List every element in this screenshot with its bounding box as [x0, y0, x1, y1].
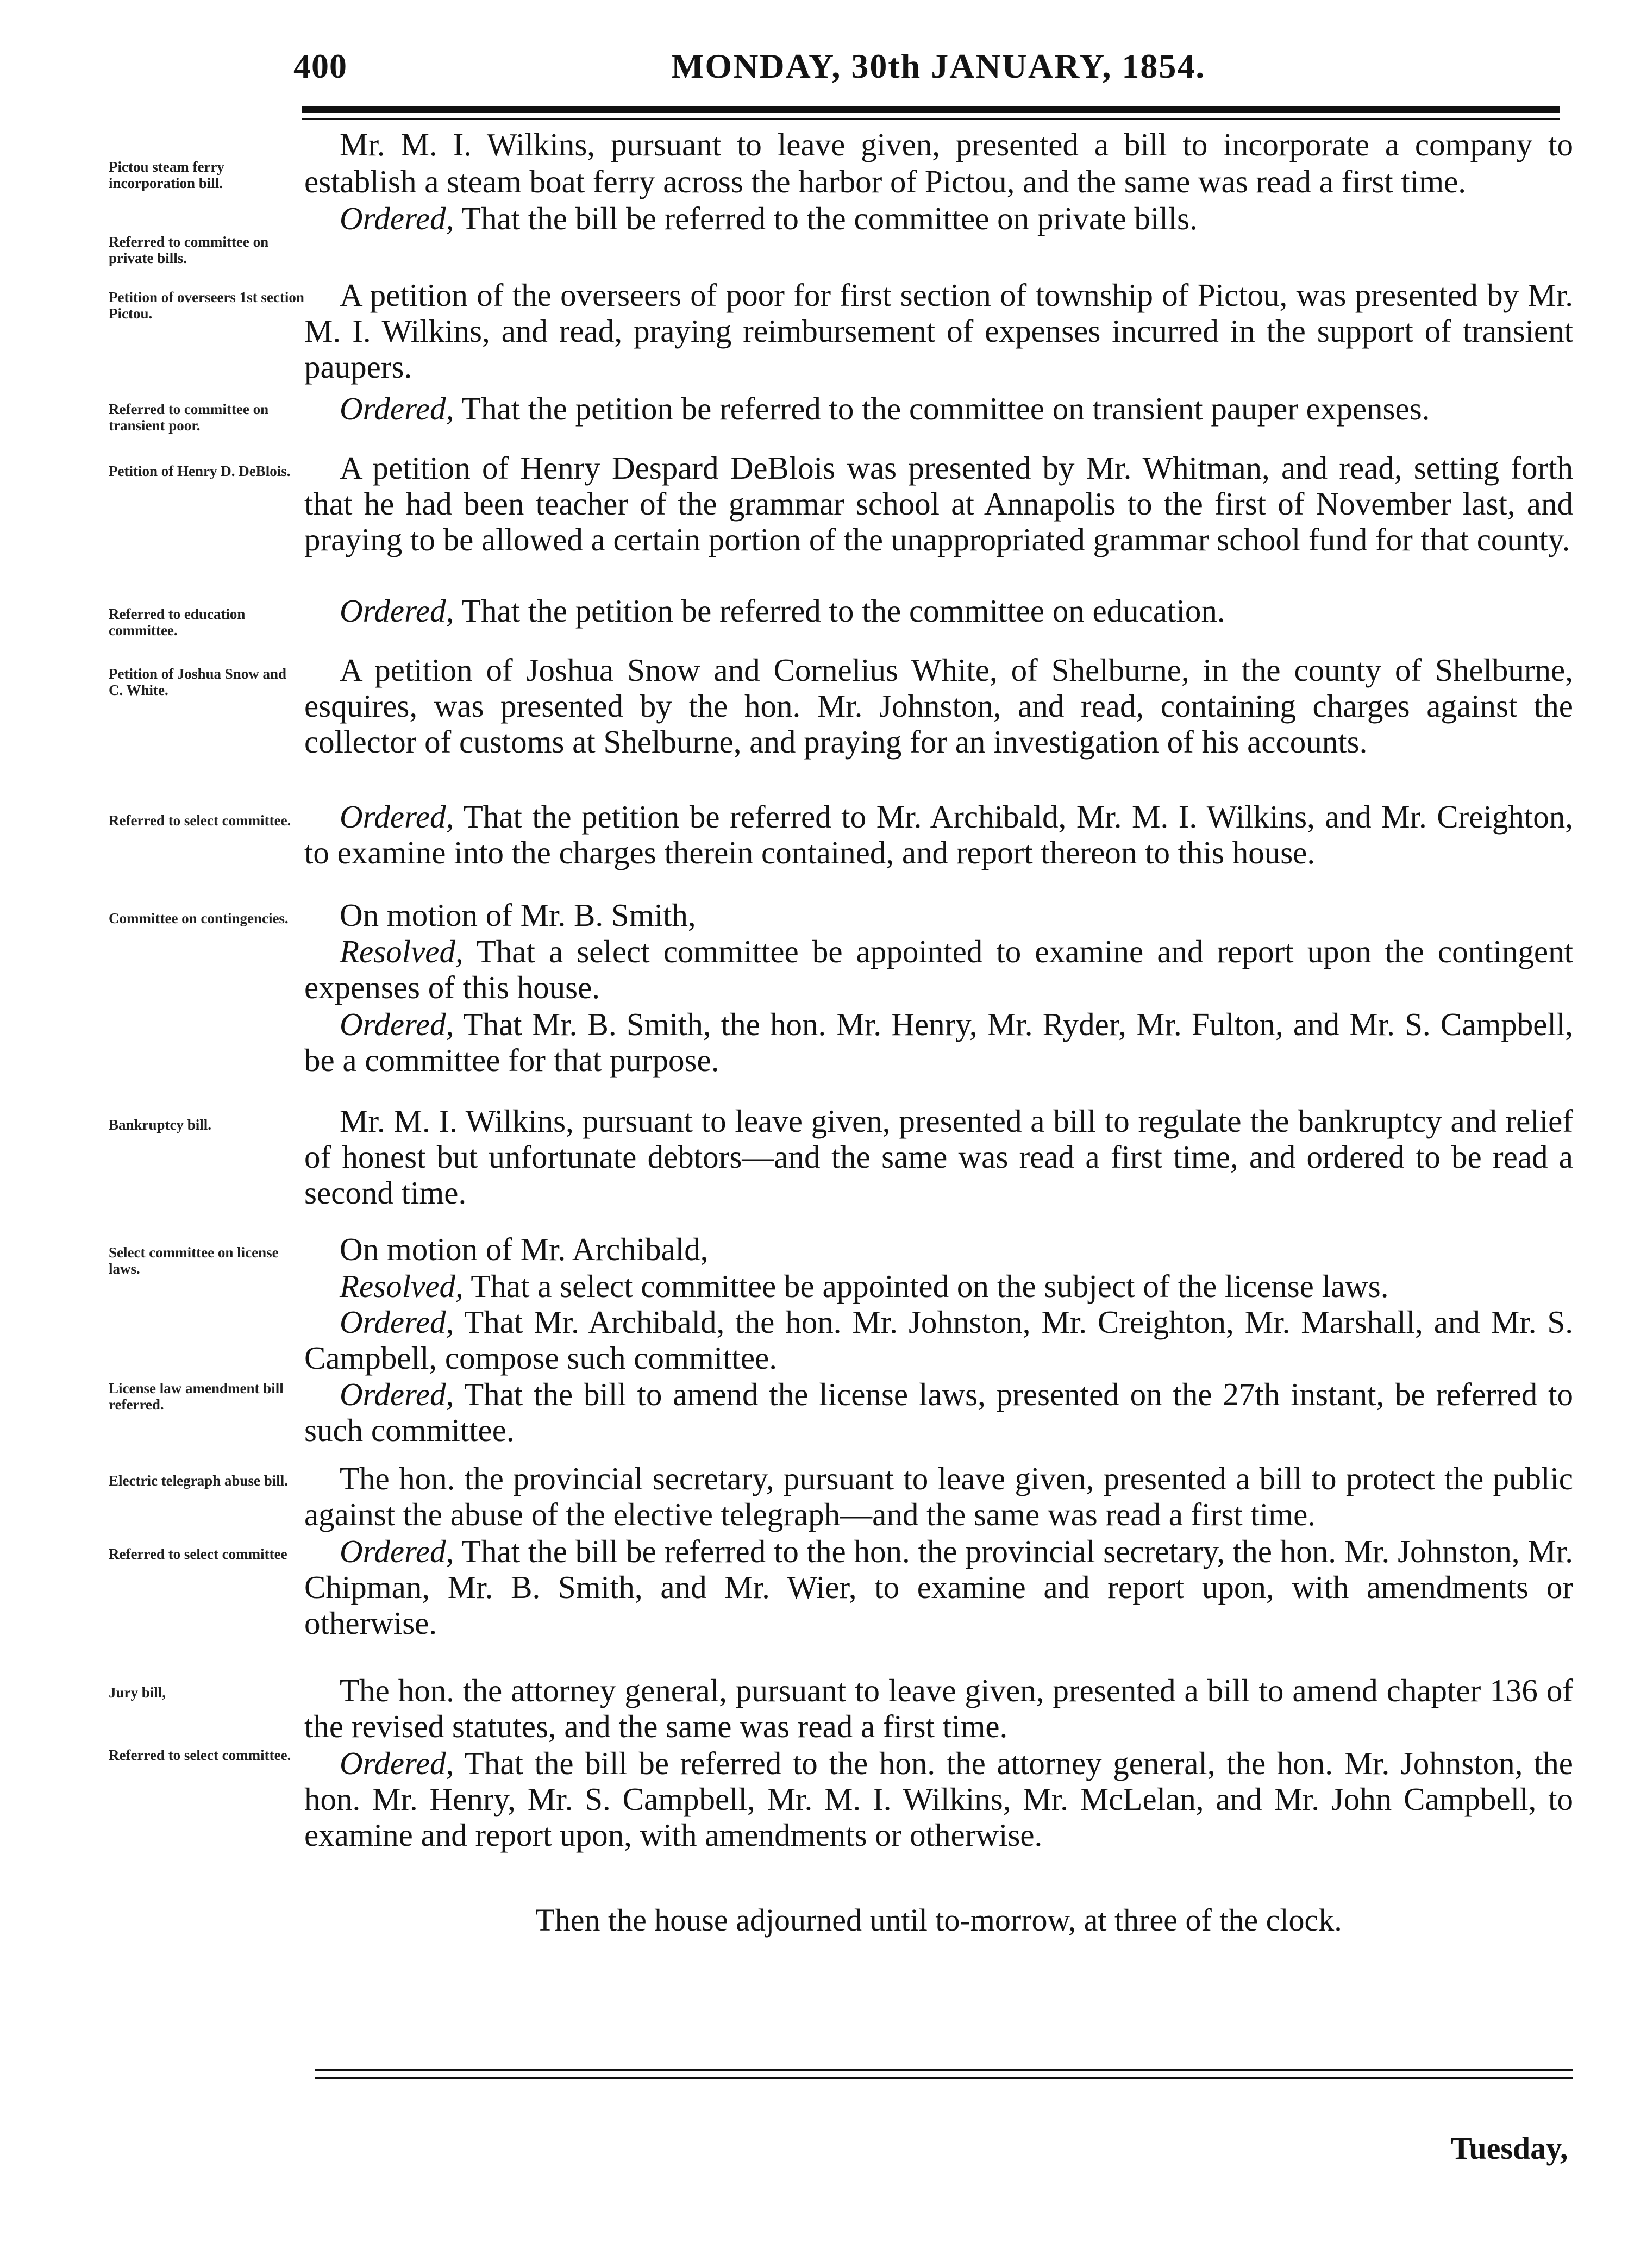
order-paragraph: Ordered, That the petition be referred to the committee on transient pauper expenses. [340, 391, 1430, 427]
paragraph: The hon. the provincial secretary, pursuant to leave given, presented a bill to protect the public against the abuse of the elective telegraph—and the same was read a first time. [304, 1461, 1573, 1532]
paragraph: On motion of Mr. Archibald, [340, 1231, 709, 1267]
page-number: 400 [293, 47, 347, 85]
order-paragraph: Ordered, That the bill to amend the license laws, presented on the 27th instant, be referred to such committee. [304, 1376, 1573, 1448]
margin-note: Petition of Joshua Snow and C. White. [109, 666, 287, 698]
header-rule-thin [302, 118, 1560, 120]
resolved-paragraph: Resolved, That a select committee be appointed on the subject of the license laws. [340, 1268, 1389, 1304]
margin-note: Referred to select committee. [109, 1747, 291, 1763]
margin-note: Referred to education committee. [109, 606, 246, 638]
margin-note: Referred to committee on private bills. [109, 234, 269, 266]
margin-note: Referred to select committee [109, 1546, 287, 1562]
end-rule [315, 2069, 1573, 2071]
margin-note: Petition of overseers 1st section Pictou. [109, 289, 304, 322]
running-title: MONDAY, 30th JANUARY, 1854. [671, 47, 1206, 85]
margin-note: Referred to committee on transient poor. [109, 401, 269, 434]
margin-note: Committee on contingencies. [109, 910, 289, 926]
header-rule [302, 106, 1560, 113]
order-paragraph: Ordered, That the bill be referred to the hon. the attorney general, the hon. Mr. Johnston, the hon. Mr. Henry, Mr. S. Campbell, Mr. M. I. Wilkins, Mr. McLelan, and Mr. John Campbell, to examine and report upon, with amendments or otherwise. [304, 1745, 1573, 1853]
margin-note: Bankruptcy bill. [109, 1117, 212, 1133]
paragraph: A petition of the overseers of poor for first section of township of Pictou, was presented by Mr. M. I. Wilkins, and read, praying reimbursement of expenses incurred in the support of transient paupers. [304, 277, 1573, 385]
margin-note: Jury bill, [109, 1684, 166, 1701]
order-paragraph: Ordered, That the petition be referred to the committee on education. [340, 593, 1225, 629]
catchword: Tuesday, [1451, 2131, 1568, 2166]
margin-note: Pictou steam ferry incorporation bill. [109, 159, 224, 191]
margin-note: License law amendment bill referred. [109, 1380, 284, 1413]
paragraph: The hon. the attorney general, pursuant to leave given, presented a bill to amend chapter 136 of the revised statutes, and the same was read a first time. [304, 1672, 1573, 1744]
order-paragraph: Ordered, That the bill be referred to the committee on private bills. [340, 201, 1198, 236]
paragraph: On motion of Mr. B. Smith, [340, 897, 696, 933]
order-paragraph: Ordered, That the petition be referred to Mr. Archibald, Mr. M. I. Wilkins, and Mr. Creighton, to examine into the charges therein contained, and report thereon to this house. [304, 799, 1573, 870]
end-rule [315, 2077, 1573, 2079]
margin-note: Referred to select committee. [109, 812, 291, 829]
resolved-paragraph: Resolved, That a select committee be appointed to examine and report upon the contingent expenses of this house. [304, 933, 1573, 1005]
paragraph: A petition of Henry Despard DeBlois was presented by Mr. Whitman, and read, setting forth that he had been teacher of the grammar school at Annapolis to the first of November last, and praying to be allowed a certain portion of the unappropriated grammar school fund for that county. [304, 450, 1573, 557]
paragraph: Mr. M. I. Wilkins, pursuant to leave given, presented a bill to incorporate a company to establish a steam boat ferry across the harbor of Pictou, and the same was read a first time. [304, 127, 1573, 199]
adjournment-line: Then the house adjourned until to-morrow, at three of the clock. [535, 1902, 1342, 1938]
page-header [0, 46, 1628, 90]
paragraph: Mr. M. I. Wilkins, pursuant to leave given, presented a bill to regulate the bankruptcy and relief of honest but unfortunate debtors—and the same was read a first time, and ordered to be read a second time. [304, 1103, 1573, 1211]
order-paragraph: Ordered, That Mr. Archibald, the hon. Mr. Johnston, Mr. Creighton, Mr. Marshall, and Mr. S. Campbell, compose such committee. [304, 1304, 1573, 1376]
margin-note: Electric telegraph abuse bill. [109, 1473, 288, 1489]
margin-note: Select committee on license laws. [109, 1244, 279, 1277]
margin-note: Petition of Henry D. DeBlois. [109, 463, 291, 479]
paragraph: A petition of Joshua Snow and Cornelius White, of Shelburne, in the county of Shelburne, esquires, was presented by the hon. Mr. Johnston, and read, containing charges against the collector of customs at Shelburne, and praying for an investigation of his accounts. [304, 652, 1573, 760]
order-paragraph: Ordered, That the bill be referred to the hon. the provincial secretary, the hon. Mr. Johnston, Mr. Chipman, Mr. B. Smith, and Mr. Wier, to examine and report upon, with amendments or otherwise. [304, 1533, 1573, 1641]
order-paragraph: Ordered, That Mr. B. Smith, the hon. Mr. Henry, Mr. Ryder, Mr. Fulton, and Mr. S. Campbell, be a committee for that purpose. [304, 1006, 1573, 1078]
